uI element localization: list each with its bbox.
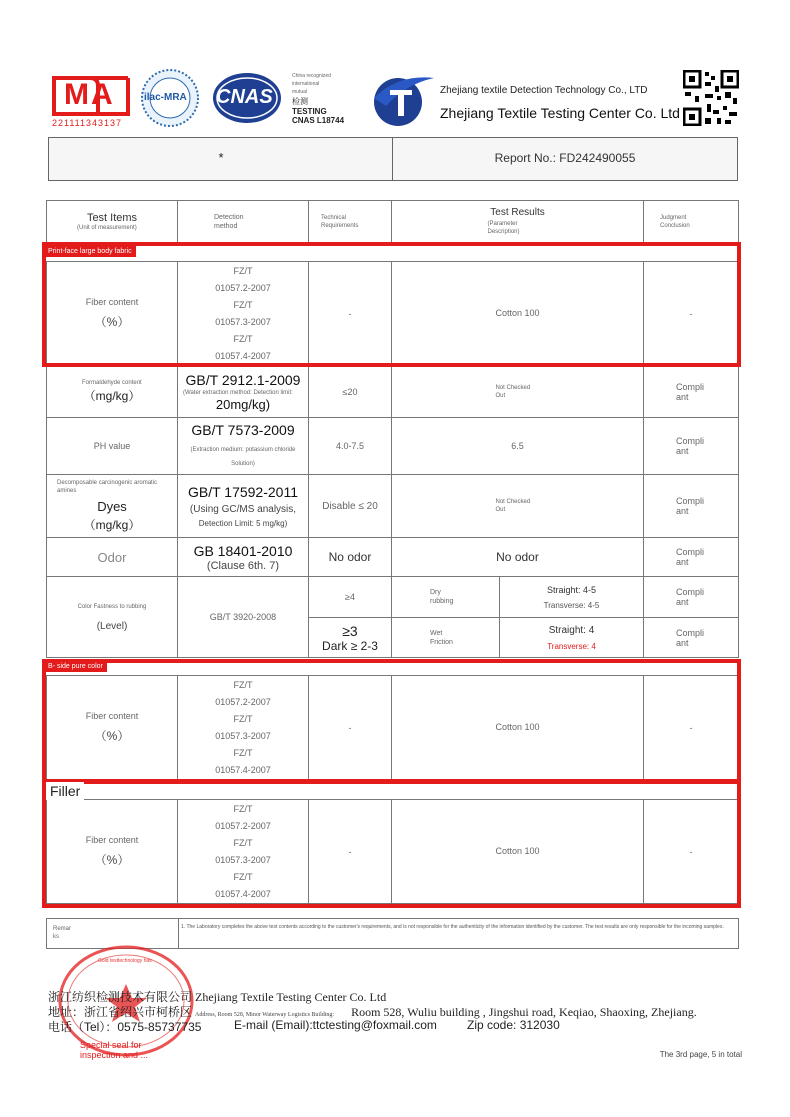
- fiber-method-line: 01057.2-2007: [215, 696, 271, 707]
- rubbing-item: [47, 577, 178, 658]
- fiber-method-line: FZ/T: [233, 333, 253, 344]
- ph-method: [178, 418, 309, 475]
- rubbing-unit: (Level): [96, 620, 128, 632]
- odor-result: No odor: [392, 538, 644, 577]
- rubbing-method: GB/T 3920-2008: [178, 577, 309, 658]
- section-row-print-face: [47, 243, 739, 262]
- dyes-label-small: Decomposable carcinogenic aromatic amines: [57, 480, 158, 494]
- remarks-label: Remarks: [53, 926, 72, 940]
- header-asterisk: *: [218, 150, 224, 165]
- fiber-method-line: 01057.3-2007: [215, 730, 271, 741]
- col-judgment: [644, 201, 739, 243]
- col-results: [392, 201, 644, 243]
- dyes-label: Dyes: [97, 499, 127, 514]
- fiber-unit: （%）: [94, 315, 130, 329]
- ph-standard: GB/T 7573-2009: [191, 421, 295, 438]
- formaldehyde-standard: GB/T 2912.1-2009: [185, 371, 301, 388]
- cnas-small-1: China recognized: [292, 73, 331, 79]
- page-number: The 3rd page, 5 in total: [659, 1050, 742, 1059]
- wet-req-1: ≥3: [342, 622, 358, 639]
- dyes-requirement: Disable ≤ 20: [309, 475, 392, 538]
- fiber-item-filler: [47, 800, 178, 904]
- cnas-logo: [212, 72, 282, 124]
- formaldehyde-judgment-text: Compliant: [676, 381, 705, 402]
- fiber-item-label: Fiber content: [85, 297, 139, 307]
- odor-standard: GB 18401-2010: [193, 542, 293, 559]
- table-row: [47, 366, 739, 418]
- wet-judgment-text: Compliant: [676, 627, 705, 648]
- formaldehyde-item: [47, 366, 178, 418]
- col-requirements: [309, 201, 392, 243]
- wet-requirement: [309, 618, 392, 658]
- fiber-method-line: 01057.3-2007: [215, 316, 271, 327]
- table-row: [47, 800, 739, 904]
- col-judgment-label: Judgment Conclusion: [660, 214, 690, 229]
- formaldehyde-limit: 20mg/kg): [215, 396, 271, 412]
- dyes-standard: GB/T 17592-2011: [187, 484, 298, 500]
- dyes-judgment-text: Compliant: [676, 496, 705, 516]
- fiber-item: [47, 262, 178, 366]
- dry-label-text: Dry rubbing: [430, 589, 454, 605]
- ilac-text: ilac-MRA: [144, 92, 187, 103]
- ph-result: 6.5: [392, 418, 644, 475]
- col-results-sub: (Parameter Description): [487, 221, 520, 235]
- table-row: [47, 577, 739, 618]
- fiber-unit: （%）: [94, 853, 130, 867]
- table-row: [47, 262, 739, 366]
- company-name-small: Zhejiang textile Detection Technology Co., LTD: [440, 85, 648, 96]
- fiber-method-line: FZ/T: [233, 871, 253, 882]
- fiber-judgment: -: [644, 262, 739, 366]
- cnas-text: CNAS: [216, 86, 273, 108]
- formaldehyde-judgment: [644, 366, 739, 418]
- qr-code-pattern: [683, 70, 739, 126]
- formaldehyde-requirement: ≤20: [309, 366, 392, 418]
- fiber-method-line: FZ/T: [233, 803, 253, 814]
- fiber-method-line: 01057.3-2007: [215, 854, 271, 865]
- fiber-judgment-filler: -: [644, 800, 739, 904]
- fiber-method-line: FZ/T: [233, 265, 253, 276]
- dyes-unit: （mg/kg）: [83, 518, 141, 532]
- fiber-method-line: FZ/T: [233, 747, 253, 758]
- fiber-method-line: FZ/T: [233, 713, 253, 724]
- fiber-judgment-b: -: [644, 676, 739, 780]
- footer-address-cn: 地址：浙江省绍兴市柯桥区: [48, 1005, 193, 1019]
- section-row-filler: [47, 780, 739, 800]
- fiber-result-b: Cotton 100: [392, 676, 644, 780]
- fiber-item-b: [47, 676, 178, 780]
- odor-item: Odor: [47, 538, 178, 577]
- footer-email[interactable]: E-mail (Email):ttctesting@foxmail.com: [234, 1018, 437, 1032]
- table-row: [47, 475, 739, 538]
- report-number: Report No.: FD242490055: [494, 151, 636, 165]
- col-method-label: Detection method: [214, 213, 244, 230]
- dry-straight: Straight: 4-5: [546, 584, 597, 595]
- dyes-method: [178, 475, 309, 538]
- wet-result: [500, 618, 644, 658]
- footer-address-small: Address, Room 528, Minor Waterway Logistics Building:: [195, 1012, 335, 1018]
- fiber-method-filler: [178, 800, 309, 904]
- header-right-box: [392, 137, 738, 181]
- odor-judgment-text: Compliant: [676, 547, 705, 567]
- fiber-result: Cotton 100: [392, 262, 644, 366]
- formaldehyde-result-text: Not Checked Out: [495, 384, 531, 399]
- col-test-items: [47, 201, 178, 243]
- company-name-large: Zhejiang Textile Testing Center Co. Ltd: [440, 105, 680, 121]
- section-label-print-face: Print-face large body fabric: [44, 246, 136, 257]
- fiber-method-line: FZ/T: [233, 299, 253, 310]
- test-results-table: [46, 200, 739, 904]
- remarks-text: 1. The Laboratory completes the above test contents according to the customer's requirements, and is not responsible for the authenticity of the information identified by the customer. The test results are only responsible for the incoming samples.: [181, 924, 724, 930]
- dry-judgment-text: Compliant: [676, 587, 705, 607]
- fiber-item-label: Fiber content: [85, 835, 139, 845]
- footer-company-cn: 浙江纺织检测技术有限公司: [48, 990, 193, 1004]
- section-label-filler: Filler: [46, 782, 84, 800]
- fiber-requirement: -: [309, 262, 392, 366]
- dyes-result: [392, 475, 644, 538]
- fiber-method-line: 01057.4-2007: [215, 350, 271, 361]
- header-left-box: [48, 137, 394, 181]
- table-row: [47, 676, 739, 780]
- fiber-method: [178, 262, 309, 366]
- ttc-logo: [366, 70, 436, 128]
- cnas-testing-cn: 检测: [292, 97, 308, 106]
- cnas-testing: TESTING: [292, 107, 327, 116]
- cma-number: 221111343137: [52, 118, 123, 128]
- wet-label: [392, 618, 500, 658]
- fiber-method-line: 01057.4-2007: [215, 764, 271, 775]
- dyes-result-text: Not Checked Out: [495, 499, 531, 513]
- cnas-caption: [292, 72, 362, 125]
- col-test-items-label: Test Items: [86, 211, 138, 224]
- footer-tel: 电话（Tel）：0575-85737735: [48, 1020, 202, 1034]
- wet-transverse: Transverse: 4: [547, 641, 596, 651]
- seal-small-text: Gold testtechnology has: [98, 958, 152, 964]
- dry-label: [392, 577, 500, 618]
- formaldehyde-label: Formaldehyde content: [82, 380, 142, 386]
- odor-requirement: No odor: [309, 538, 392, 577]
- table-row: [47, 418, 739, 475]
- cnas-small-2: international: [292, 81, 320, 87]
- ph-item: PH value: [47, 418, 178, 475]
- formaldehyde-method: [178, 366, 309, 418]
- seal-text: Special seal for inspection and ...: [80, 1040, 149, 1060]
- wet-judgment: [644, 618, 739, 658]
- dry-judgment: [644, 577, 739, 618]
- formaldehyde-note: (Water extraction method: Detection limit:: [183, 389, 293, 396]
- ilac-mra-logo: [140, 68, 200, 128]
- footer-company-en: Zhejiang Textile Testing Center Co. Ltd: [195, 990, 387, 1004]
- fiber-method-line: 01057.4-2007: [215, 888, 271, 899]
- dyes-note-2: Detection Limit: 5 mg/kg): [198, 519, 288, 528]
- dyes-judgment: [644, 475, 739, 538]
- ph-judgment: [644, 418, 739, 475]
- fiber-method-line: 01057.2-2007: [215, 282, 271, 293]
- fiber-method-b: [178, 676, 309, 780]
- footer-address-en: Room 528, Wuliu building , Jingshui road, Keqiao, Shaoxing, Zhejiang.: [351, 1005, 697, 1019]
- fiber-result-filler: Cotton 100: [392, 800, 644, 904]
- rubbing-label: Color Fastness to rubbing: [77, 603, 147, 610]
- formaldehyde-result: [392, 366, 644, 418]
- cnas-code: CNAS L18744: [292, 116, 345, 125]
- section-row-b-side: [47, 658, 739, 676]
- dry-requirement: ≥4: [309, 577, 392, 618]
- fiber-requirement-b: -: [309, 676, 392, 780]
- dry-transverse: Transverse: 4-5: [543, 600, 600, 610]
- odor-note: (Clause 6th. 7): [206, 559, 280, 572]
- qr-code[interactable]: [683, 70, 739, 126]
- dyes-note-1: (Using GC/MS analysis,: [189, 504, 297, 515]
- fiber-method-line: FZ/T: [233, 679, 253, 690]
- fiber-item-label: Fiber content: [85, 711, 139, 721]
- odor-judgment: [644, 538, 739, 577]
- ph-requirement: 4.0-7.5: [309, 418, 392, 475]
- col-test-items-sub: (Unit of measurement): [77, 224, 137, 231]
- wet-label-text: Wet Friction: [430, 629, 453, 646]
- ph-note: (Extraction medium: potassium chloride Solution): [190, 446, 296, 467]
- wet-straight: Straight: 4: [548, 624, 595, 636]
- dry-result: [500, 577, 644, 618]
- ph-judgment-text: Compliant: [676, 436, 705, 456]
- table-row: [47, 538, 739, 577]
- odor-method: [178, 538, 309, 577]
- globe-icon: [366, 70, 436, 128]
- cma-logo: [50, 72, 132, 128]
- table-header-row: [47, 201, 739, 243]
- cma-text: MA: [64, 78, 115, 111]
- wet-req-2: Dark ≥ 2-3: [322, 638, 378, 653]
- fiber-method-line: FZ/T: [233, 837, 253, 848]
- footer-zip: Zip code: 312030: [467, 1018, 560, 1032]
- section-label-b-side: B- side pure color: [44, 661, 107, 672]
- fiber-requirement-filler: -: [309, 800, 392, 904]
- col-requirements-label: Technical Requirements: [321, 214, 359, 229]
- cnas-small-3: mutual: [292, 89, 308, 95]
- fiber-method-line: 01057.2-2007: [215, 820, 271, 831]
- fiber-unit: （%）: [94, 729, 130, 743]
- formaldehyde-unit: （mg/kg）: [83, 389, 141, 403]
- col-results-label: Test Results: [490, 207, 545, 218]
- dyes-item: [47, 475, 178, 538]
- col-method: [178, 201, 309, 243]
